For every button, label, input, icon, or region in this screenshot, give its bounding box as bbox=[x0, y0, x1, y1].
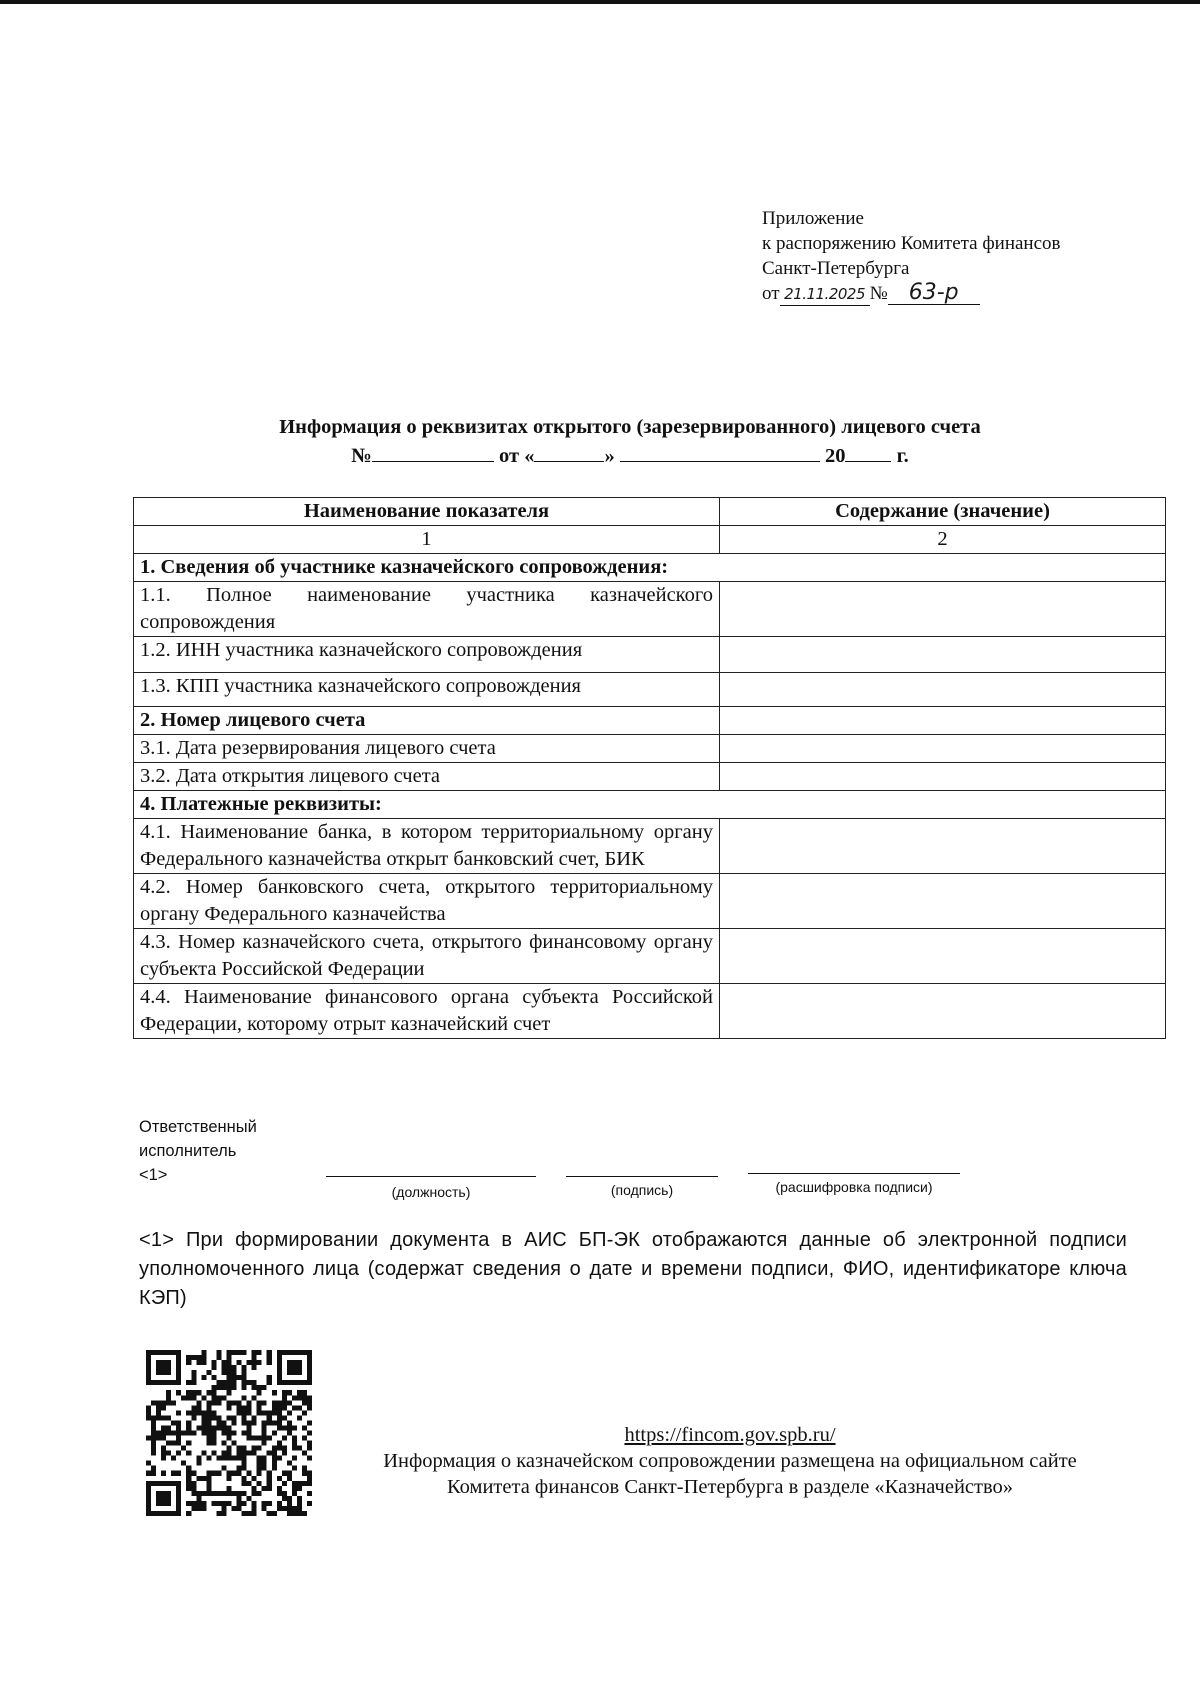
section-4-label: 4. Платежные реквизиты: bbox=[134, 791, 1166, 819]
section-2-value[interactable] bbox=[720, 707, 1166, 735]
row-4-1-label: 4.1. Наименование банка, в котором территориальному органу Федерального казначейства открыт банковский счет, БИК bbox=[134, 819, 720, 874]
day-blank bbox=[534, 443, 604, 462]
subtitle-close-quote: » bbox=[604, 445, 615, 467]
footnote-text: <1> При формировании документа в АИС БП-ЭК отображаются данные об электронной подписи уполномоченного лица (содержат сведения о дате и времени подписи, ФИО, идентификаторе ключа КЭП) bbox=[139, 1229, 1127, 1309]
row-3-1-value[interactable] bbox=[720, 735, 1166, 763]
website-line-1: Информация о казначейском сопровождении размещена на официальном сайте bbox=[383, 1450, 1077, 1472]
sign-caption: (подпись) bbox=[610, 1182, 674, 1198]
subtitle-num: № bbox=[351, 445, 372, 467]
month-blank bbox=[620, 443, 820, 462]
table-row bbox=[134, 984, 1166, 1039]
table-row bbox=[134, 791, 1166, 819]
header-indicator: Наименование показателя bbox=[134, 498, 720, 526]
row-4-2-value[interactable] bbox=[720, 874, 1166, 929]
website-info bbox=[300, 1422, 1160, 1500]
col-number-2: 2 bbox=[720, 526, 1166, 554]
table-row bbox=[134, 582, 1166, 637]
annex-line-1: Приложение bbox=[762, 208, 864, 229]
row-1-1-value[interactable] bbox=[720, 582, 1166, 637]
row-1-3-value[interactable] bbox=[720, 673, 1166, 707]
table-row bbox=[134, 819, 1166, 874]
qr-code bbox=[146, 1350, 312, 1516]
website-link[interactable]: https://fincom.gov.spb.ru/ bbox=[624, 1424, 836, 1446]
row-4-1-value[interactable] bbox=[720, 819, 1166, 874]
annex-block bbox=[762, 206, 1061, 306]
table-row bbox=[134, 763, 1166, 791]
subtitle-ot: от « bbox=[499, 445, 535, 467]
row-1-1-label: 1.1. Полное наименование участника казначейского сопровождения bbox=[134, 582, 720, 637]
row-1-3-label: 1.3. КПП участника казначейского сопровождения bbox=[134, 673, 720, 707]
section-2-label: 2. Номер лицевого счета bbox=[134, 707, 720, 735]
section-1-label: 1. Сведения об участнике казначейского сопровождения: bbox=[134, 554, 1166, 582]
row-3-2-value[interactable] bbox=[720, 763, 1166, 791]
name-caption: (расшифровка подписи) bbox=[775, 1179, 933, 1195]
row-3-2-label: 3.2. Дата открытия лицевого счета bbox=[134, 763, 720, 791]
name-signature-line bbox=[748, 1173, 960, 1174]
requisites-table bbox=[133, 497, 1166, 1039]
website-line-2: Комитета финансов Санкт-Петербурга в разделе «Казначейство» bbox=[446, 1476, 1014, 1498]
executor-footnote-ref: <1> bbox=[139, 1166, 168, 1184]
col-number-1: 1 bbox=[134, 526, 720, 554]
column-number-row bbox=[134, 526, 1166, 554]
subtitle-year-suffix: г. bbox=[896, 445, 909, 467]
sign-signature-line bbox=[566, 1176, 718, 1177]
table-row bbox=[134, 673, 1166, 707]
annex-date-prefix: от bbox=[762, 283, 780, 304]
position-signature-line bbox=[326, 1176, 536, 1177]
table-header-row bbox=[134, 498, 1166, 526]
annex-number-prefix: № bbox=[869, 283, 888, 304]
table-row bbox=[134, 637, 1166, 673]
row-4-3-label: 4.3. Номер казначейского счета, открытого финансовому органу субъекта Российской Федерации bbox=[134, 929, 720, 984]
document-title: Информация о реквизитах открытого (зарезервированного) лицевого счета bbox=[279, 416, 981, 438]
annex-line-3: Санкт-Петербурга bbox=[762, 258, 910, 279]
responsible-executor-label bbox=[139, 1115, 257, 1187]
row-4-4-value[interactable] bbox=[720, 984, 1166, 1039]
row-4-3-value[interactable] bbox=[720, 929, 1166, 984]
position-caption: (должность) bbox=[391, 1184, 471, 1200]
row-1-2-label: 1.2. ИНН участника казначейского сопровождения bbox=[134, 637, 720, 673]
year-blank bbox=[845, 443, 891, 462]
executor-line-1: Ответственный bbox=[139, 1118, 257, 1136]
handwritten-date: 21.11.2025 bbox=[780, 283, 870, 306]
row-4-2-label: 4.2. Номер банковского счета, открытого территориальному органу Федерального казначейства bbox=[134, 874, 720, 929]
document-subtitle bbox=[130, 443, 1130, 469]
table-row bbox=[134, 874, 1166, 929]
number-blank bbox=[372, 443, 494, 462]
header-value: Содержание (значение) bbox=[720, 498, 1166, 526]
annex-date-number bbox=[762, 281, 1061, 306]
subtitle-year-prefix: 20 bbox=[824, 445, 846, 467]
table-row bbox=[134, 929, 1166, 984]
table-row bbox=[134, 554, 1166, 582]
row-3-1-label: 3.1. Дата резервирования лицевого счета bbox=[134, 735, 720, 763]
annex-line-2: к распоряжению Комитета финансов bbox=[762, 233, 1061, 254]
row-1-2-value[interactable] bbox=[720, 637, 1166, 673]
handwritten-number: 63-р bbox=[888, 282, 980, 305]
table-row bbox=[134, 707, 1166, 735]
row-4-4-label: 4.4. Наименование финансового органа субъекта Российской Федерации, которому отрыт казначейский счет bbox=[134, 984, 720, 1039]
executor-line-2: исполнитель bbox=[139, 1142, 237, 1160]
table-row bbox=[134, 735, 1166, 763]
scan-top-edge bbox=[0, 0, 1200, 4]
